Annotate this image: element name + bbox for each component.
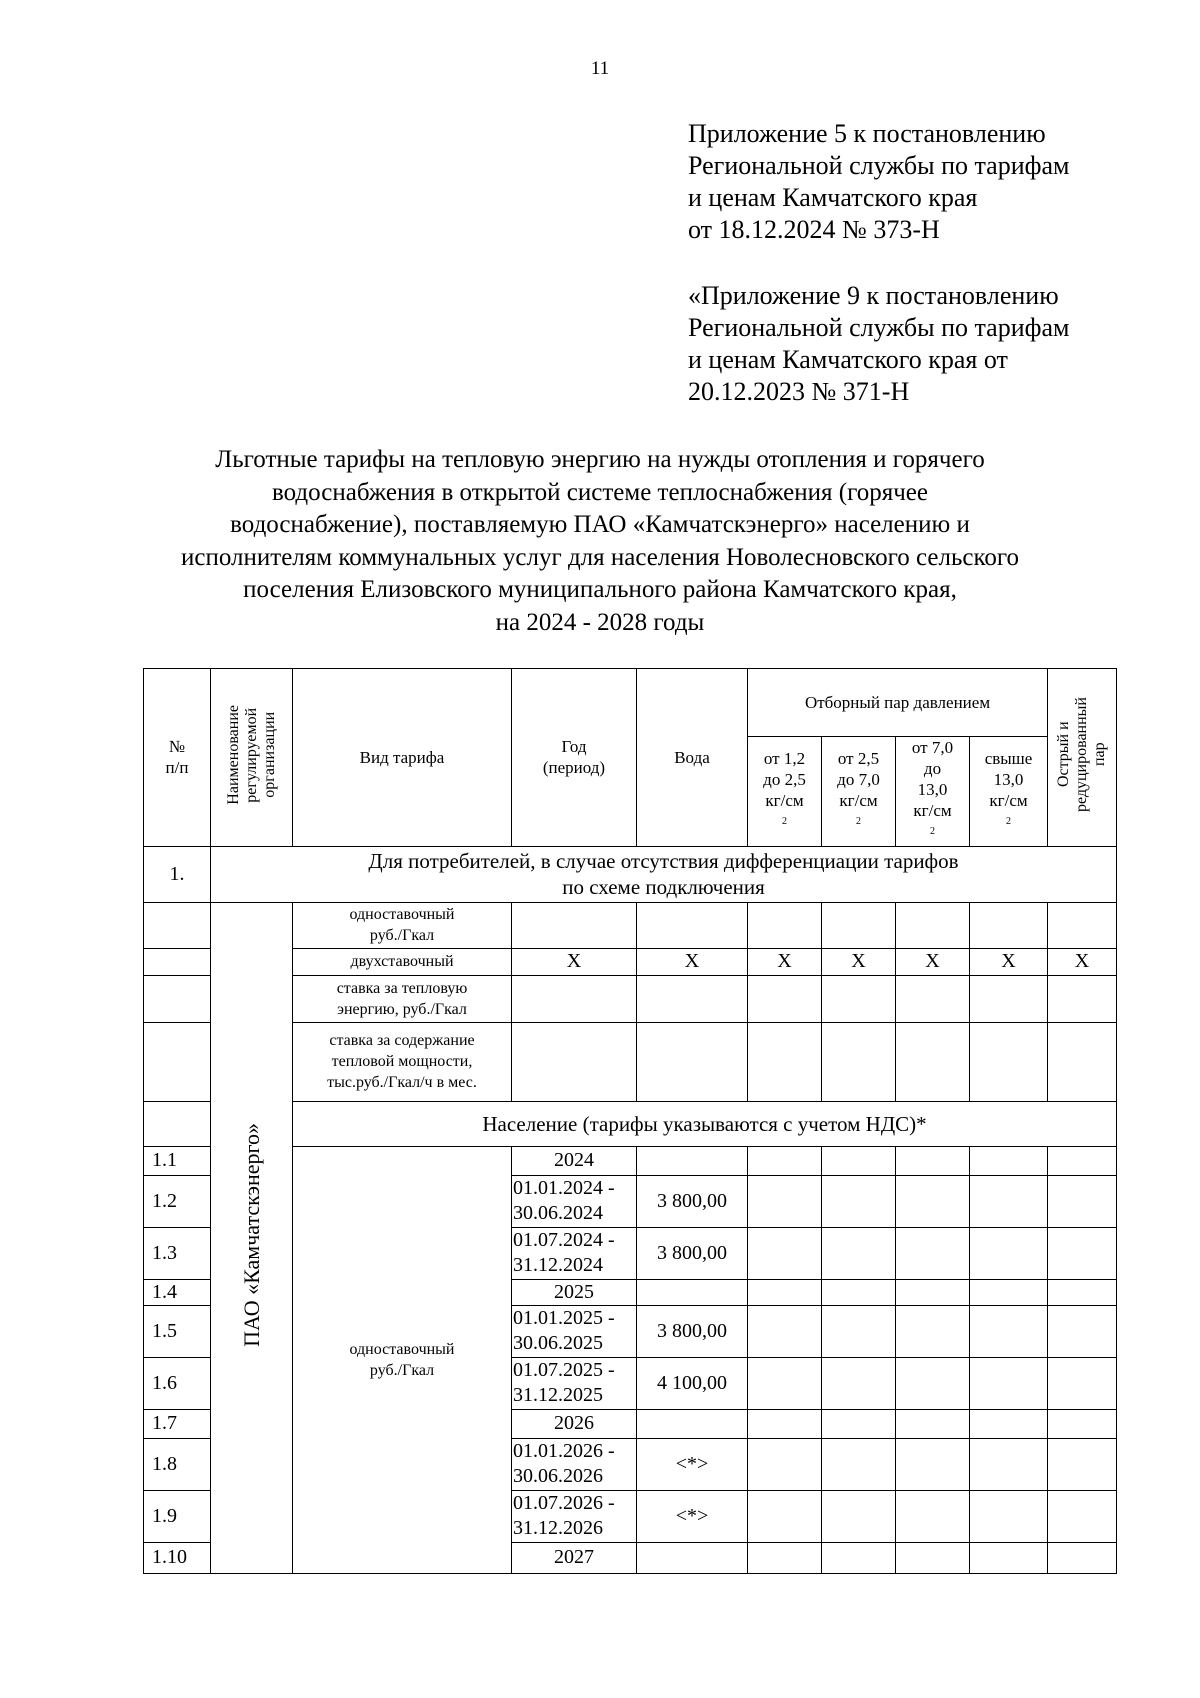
cell (970, 1490, 1048, 1542)
cell (896, 1146, 970, 1175)
cell (1048, 1175, 1117, 1227)
cell (970, 1409, 1048, 1438)
cell (748, 1409, 822, 1438)
period-cell: 2024 (512, 1146, 637, 1175)
x-mark: X (896, 948, 970, 975)
x-mark: X (748, 948, 822, 975)
header-steam-group: Отборный пар давлением (748, 669, 1048, 737)
water-value: 3 800,00 (637, 1227, 748, 1279)
water-value (637, 1542, 748, 1573)
header-row (144, 669, 1117, 737)
annex-line: 20.12.2023 № 371-Н (688, 377, 910, 406)
cell (1048, 1409, 1117, 1438)
row-num: 1.1 (144, 1146, 211, 1175)
population-tariff-type: одноставочный руб./Гкал (293, 1146, 512, 1573)
header-year (512, 669, 637, 847)
annex-current-reference (688, 118, 1069, 246)
cell (822, 1438, 896, 1490)
cell (822, 902, 896, 948)
x-mark: X (970, 948, 1048, 975)
header-sharp-steam-text: Острый и редуцированный пар (1055, 697, 1109, 813)
water-value (637, 1279, 748, 1305)
cell (822, 1357, 896, 1409)
annex-line: и ценам Камчатского края от (688, 345, 1008, 374)
row-num: 1.3 (144, 1227, 211, 1279)
cell (512, 975, 637, 1022)
annex-line: «Приложение 9 к постановлению (688, 281, 1059, 310)
header-water: Вода (637, 669, 748, 847)
x-mark: X (822, 948, 896, 975)
org-name: ПАО «Камчатскэнерго» (238, 1123, 264, 1348)
cell (748, 1357, 822, 1409)
cell (896, 1305, 970, 1357)
cell (1048, 1438, 1117, 1490)
x-mark: X (512, 948, 637, 975)
water-value: <*> (637, 1490, 748, 1542)
water-value: 3 800,00 (637, 1305, 748, 1357)
cell (748, 975, 822, 1022)
header-text: п/п (165, 758, 189, 778)
cell (896, 1279, 970, 1305)
header-steam-4: свыше 13,0 кг/см $^2$ (970, 737, 1048, 847)
water-value (637, 1146, 748, 1175)
annex-line: Региональной службы по тарифам (688, 151, 1070, 180)
cell (896, 1175, 970, 1227)
cell (748, 1542, 822, 1573)
tariff-type-cell: двухставочный (293, 948, 512, 975)
x-mark: X (637, 948, 748, 975)
cell (822, 1305, 896, 1357)
water-value: 4 100,00 (637, 1357, 748, 1409)
cell-num (144, 975, 211, 1022)
section-title: Для потребителей, в случае отсутствия дифференциации тарифов по схеме подключения (211, 846, 1117, 902)
cell (1048, 1357, 1117, 1409)
section-row (144, 846, 1117, 902)
cell (970, 1438, 1048, 1490)
cell (1048, 902, 1117, 948)
period-cell: 01.01.2024 - 30.06.2024 (512, 1175, 637, 1227)
cell (748, 902, 822, 948)
cell (970, 1022, 1048, 1101)
period-cell: 01.01.2025 - 30.06.2025 (512, 1305, 637, 1357)
period-cell: 2026 (512, 1409, 637, 1438)
annex-line: и ценам Камчатского края (688, 183, 978, 212)
header-text: Год (561, 737, 587, 757)
cell-num (144, 1022, 211, 1101)
cell (822, 1227, 896, 1279)
tariff-type-cell: ставка за содержание тепловой мощности, тыс.руб./Гкал/ч в мес. (293, 1022, 512, 1101)
header-text: № (168, 737, 186, 757)
cell (1048, 1146, 1117, 1175)
row-num: 1.2 (144, 1175, 211, 1227)
period-cell: 01.07.2025 - 31.12.2025 (512, 1357, 637, 1409)
cell (970, 975, 1048, 1022)
title-line: исполнителям коммунальных услуг для населения Новолесновского сельского (181, 543, 1019, 571)
cell-num (144, 948, 211, 975)
title-line: Льготные тарифы на тепловую энергию на нужды отопления и горячего (215, 446, 985, 473)
header-steam-1: от 1,2 до 2,5 кг/см $^2$ (748, 737, 822, 847)
cell (748, 1227, 822, 1279)
header-steam-2: от 2,5 до 7,0 кг/см $^2$ (822, 737, 896, 847)
cell (970, 1227, 1048, 1279)
cell (822, 975, 896, 1022)
table-row (144, 902, 1117, 948)
cell-num (144, 1101, 211, 1146)
header-tariff-type: Вид тарифа (293, 669, 512, 847)
annex-amended-reference (688, 280, 1069, 408)
cell (896, 1357, 970, 1409)
cell (970, 1357, 1048, 1409)
water-value (637, 1409, 748, 1438)
water-value: <*> (637, 1438, 748, 1490)
page-number: 11 (590, 58, 610, 79)
tariff-type-cell: ставка за тепловую энергию, руб./Гкал (293, 975, 512, 1022)
cell (896, 975, 970, 1022)
document-title (100, 444, 1100, 639)
period-cell: 01.07.2024 - 31.12.2024 (512, 1227, 637, 1279)
annex-line: Приложение 5 к постановлению (688, 119, 1046, 148)
cell (822, 1542, 896, 1573)
annex-line: от 18.12.2024 № 373-Н (688, 215, 940, 244)
row-num: 1.6 (144, 1357, 211, 1409)
cell (896, 1490, 970, 1542)
title-line: водоснабжение), поставляемую ПАО «Камчатскэнерго» населению и (230, 511, 970, 538)
cell (970, 1305, 1048, 1357)
water-value: 3 800,00 (637, 1175, 748, 1227)
cell (1048, 1279, 1117, 1305)
cell (822, 1022, 896, 1101)
cell (822, 1146, 896, 1175)
cell (1048, 1022, 1117, 1101)
cell (748, 1438, 822, 1490)
cell (822, 1175, 896, 1227)
row-num: 1.9 (144, 1490, 211, 1542)
cell (512, 1022, 637, 1101)
row-num: 1.4 (144, 1279, 211, 1305)
cell (896, 1227, 970, 1279)
population-header: Население (тарифы указываются с учетом НДС)* (293, 1101, 1117, 1146)
tariff-table (143, 668, 1117, 1574)
cell (896, 902, 970, 948)
tariff-type-cell: одноставочный руб./Гкал (293, 902, 512, 948)
cell (748, 1490, 822, 1542)
cell (748, 1022, 822, 1101)
cell (1048, 1227, 1117, 1279)
header-org-text: Наименование регулируемой организации (224, 704, 278, 805)
cell (637, 1022, 748, 1101)
cell (748, 1146, 822, 1175)
annex-line: Региональной службы по тарифам (688, 313, 1070, 342)
cell (637, 902, 748, 948)
cell (896, 1409, 970, 1438)
cell (748, 1305, 822, 1357)
cell (896, 1542, 970, 1573)
cell (970, 1175, 1048, 1227)
title-line: на 2024 - 2028 годы (495, 608, 705, 636)
cell-num (144, 902, 211, 948)
cell (748, 1175, 822, 1227)
row-num: 1.5 (144, 1305, 211, 1357)
cell (970, 1146, 1048, 1175)
row-num: 1.7 (144, 1409, 211, 1438)
cell (1048, 1542, 1117, 1573)
title-line: водоснабжения в открытой системе теплоснабжения (горячее (272, 478, 928, 506)
cell (970, 1542, 1048, 1573)
cell (1048, 1305, 1117, 1357)
header-num (144, 669, 211, 847)
cell (896, 1022, 970, 1101)
header-sharp-steam (1048, 669, 1117, 847)
period-cell: 01.07.2026 - 31.12.2026 (512, 1490, 637, 1542)
x-mark: X (1048, 948, 1117, 975)
org-name-cell (211, 902, 293, 1573)
section-num: 1. (144, 846, 211, 902)
row-num: 1.10 (144, 1542, 211, 1573)
header-org (211, 669, 293, 847)
header-steam-3: от 7,0 до 13,0 кг/см $^2$ (896, 737, 970, 847)
period-cell: 2027 (512, 1542, 637, 1573)
title-line: поселения Елизовского муниципального района Камчатского края, (243, 576, 957, 603)
header-text: (период) (542, 758, 606, 778)
cell (1048, 1490, 1117, 1542)
cell (822, 1490, 896, 1542)
cell (637, 975, 748, 1022)
cell (512, 902, 637, 948)
cell (822, 1279, 896, 1305)
cell (822, 1409, 896, 1438)
period-cell: 01.01.2026 - 30.06.2026 (512, 1438, 637, 1490)
cell (896, 1438, 970, 1490)
period-cell: 2025 (512, 1279, 637, 1305)
cell (970, 1279, 1048, 1305)
cell (970, 902, 1048, 948)
cell (748, 1279, 822, 1305)
cell (1048, 975, 1117, 1022)
row-num: 1.8 (144, 1438, 211, 1490)
